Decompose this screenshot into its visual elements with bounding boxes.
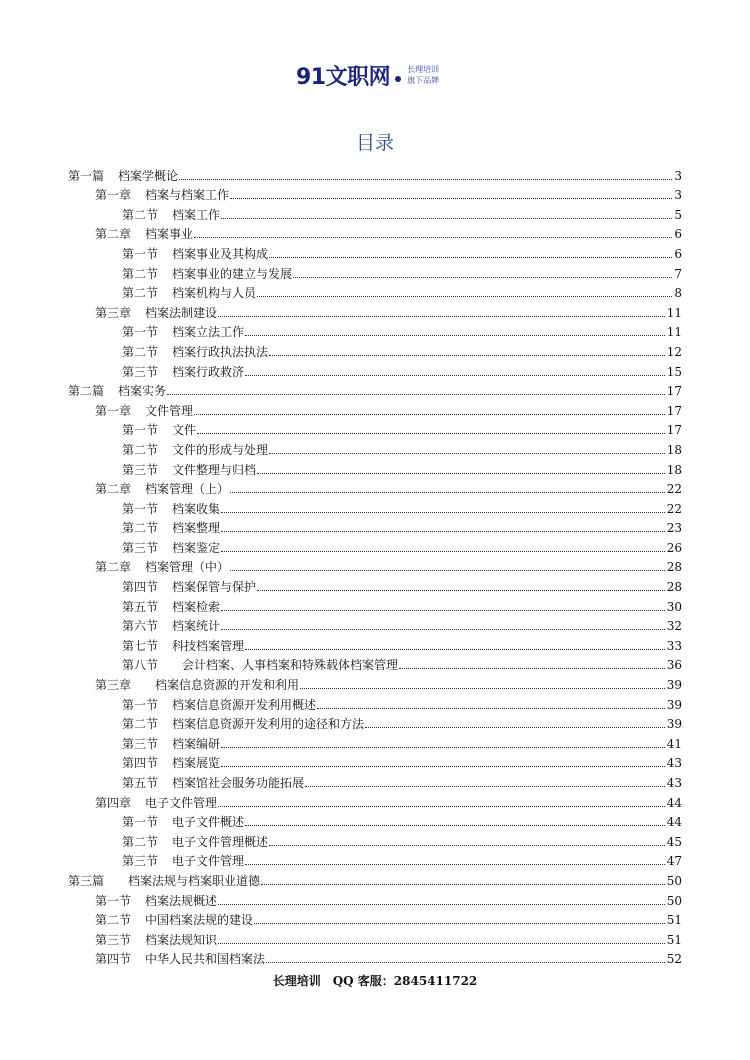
toc-entry-page: 22 xyxy=(666,501,682,516)
toc-entry[interactable] xyxy=(68,634,682,654)
toc-entry[interactable] xyxy=(68,830,682,850)
toc-entry-page: 17 xyxy=(666,403,682,418)
dot-leader xyxy=(221,610,665,611)
toc-entry-label: 第二节 xyxy=(122,286,159,301)
toc-entry-title: 档案法规概述 xyxy=(145,893,218,908)
toc-entry-label: 第二节 xyxy=(122,207,159,222)
toc-entry-title: 档案收集 xyxy=(172,501,221,516)
toc-entry-label: 第四章 xyxy=(95,795,132,810)
toc-entry[interactable] xyxy=(68,928,682,948)
toc-entry[interactable] xyxy=(68,791,682,811)
toc-entry-page: 39 xyxy=(666,678,682,693)
dot-leader xyxy=(221,512,665,513)
toc-entry-page: 22 xyxy=(666,482,682,497)
toc-entry-label: 第三节 xyxy=(122,540,159,555)
toc-entry-title: 档案行政执法执法 xyxy=(172,344,269,359)
toc-entry[interactable] xyxy=(68,438,682,458)
toc-entry-label: 第二章 xyxy=(95,560,132,575)
toc-entry[interactable] xyxy=(68,517,682,537)
toc-entry[interactable] xyxy=(68,399,682,419)
toc-entry-title: 档案事业的建立与发展 xyxy=(172,266,293,281)
toc-entry[interactable] xyxy=(68,615,682,635)
dot-leader xyxy=(221,551,665,552)
toc-entry-title: 档案保管与保护 xyxy=(172,580,257,595)
toc-entry[interactable] xyxy=(68,909,682,929)
toc-entry-label: 第二节 xyxy=(122,834,159,849)
toc-entry-page: 12 xyxy=(666,344,682,359)
dot-leader xyxy=(245,375,665,376)
toc-entry-label: 第八节 xyxy=(122,658,159,673)
toc-entry-label: 第一节 xyxy=(122,246,159,261)
toc-entry-title: 档案鉴定 xyxy=(172,540,221,555)
toc-entry-page: 7 xyxy=(674,266,682,281)
toc-entry-title: 档案编研 xyxy=(172,736,221,751)
toc-entry-label: 第一篇 xyxy=(68,168,105,183)
toc-entry[interactable] xyxy=(68,889,682,909)
toc-entry-label: 第七节 xyxy=(122,638,159,653)
toc-entry-title: 文件整理与归档 xyxy=(172,462,257,477)
toc-entry-label: 第一节 xyxy=(122,815,159,830)
toc-entry[interactable] xyxy=(68,850,682,870)
page-title: 目录 xyxy=(355,132,394,154)
toc-entry-title: 档案机构与人员 xyxy=(172,286,257,301)
toc-entry-label: 第六节 xyxy=(122,619,159,634)
dot-leader xyxy=(300,688,665,689)
toc-entry-label: 第三节 xyxy=(122,462,159,477)
toc-entry[interactable] xyxy=(68,262,682,282)
table-of-contents xyxy=(68,164,682,967)
dot-leader xyxy=(194,237,672,238)
toc-entry-title: 档案法制建设 xyxy=(145,305,218,320)
toc-entry-title: 档案统计 xyxy=(172,619,221,634)
toc-entry-page: 50 xyxy=(666,893,682,908)
dot-leader xyxy=(230,492,665,493)
logo-text: 91文职网 xyxy=(296,65,391,90)
toc-entry-title: 文件管理 xyxy=(145,403,194,418)
logo-subtitle xyxy=(407,64,439,86)
toc-entry[interactable] xyxy=(68,771,682,791)
toc-entry[interactable] xyxy=(68,203,682,223)
dot-leader xyxy=(254,923,665,924)
dot-leader xyxy=(261,884,665,885)
toc-entry-page: 11 xyxy=(666,325,682,340)
toc-entry[interactable] xyxy=(68,575,682,595)
toc-entry-page: 39 xyxy=(666,717,682,732)
dot-leader xyxy=(317,708,665,709)
dot-leader xyxy=(221,531,665,532)
toc-entry-label: 第三章 xyxy=(95,305,132,320)
toc-entry-title: 文件 xyxy=(172,423,197,438)
toc-entry-page: 51 xyxy=(666,932,682,947)
toc-entry-label: 第二篇 xyxy=(68,384,105,399)
toc-entry-title: 档案整理 xyxy=(172,521,221,536)
toc-entry-page: 11 xyxy=(666,305,682,320)
dot-leader xyxy=(218,904,665,905)
footer: 长理培训 QQ 客服：2845411722 xyxy=(272,974,478,988)
toc-entry-label: 第四节 xyxy=(95,952,132,967)
dot-leader xyxy=(218,806,665,807)
toc-entry-title: 电子文件概述 xyxy=(172,815,245,830)
toc-entry-page: 41 xyxy=(666,736,682,751)
toc-entry-title: 档案信息资源开发利用的途径和方法 xyxy=(172,717,365,732)
toc-entry-title: 档案展览 xyxy=(172,756,221,771)
toc-entry-label: 第二节 xyxy=(122,344,159,359)
logo-sub-line2: 旗下品牌 xyxy=(407,75,440,85)
toc-entry[interactable] xyxy=(68,321,682,341)
toc-entry-title: 档案工作 xyxy=(172,207,221,222)
toc-entry-title: 电子文件管理 xyxy=(172,854,245,869)
toc-entry[interactable] xyxy=(68,556,682,576)
toc-entry-title: 文件的形成与处理 xyxy=(172,442,269,457)
toc-entry[interactable] xyxy=(68,340,682,360)
dot-leader xyxy=(245,864,665,865)
dot-leader xyxy=(245,649,665,650)
toc-entry-label: 第四节 xyxy=(122,580,159,595)
toc-entry[interactable] xyxy=(68,654,682,674)
toc-entry-page: 43 xyxy=(666,756,682,771)
toc-entry-page: 23 xyxy=(666,521,682,536)
toc-entry-title: 档案与档案工作 xyxy=(145,188,230,203)
dot-leader xyxy=(221,747,665,748)
toc-entry-page: 3 xyxy=(674,188,682,203)
toc-entry-label: 第一章 xyxy=(95,188,132,203)
toc-entry-page: 18 xyxy=(666,462,682,477)
toc-entry-page: 3 xyxy=(674,168,682,183)
dot-leader xyxy=(269,453,665,454)
toc-entry-label: 第二节 xyxy=(122,717,159,732)
toc-entry-title: 档案管理（中） xyxy=(145,560,230,575)
logo xyxy=(296,60,439,91)
toc-entry-title: 档案检索 xyxy=(172,599,221,614)
toc-entry-label: 第一节 xyxy=(122,697,159,712)
dot-leader xyxy=(221,218,672,219)
dot-leader xyxy=(305,786,665,787)
toc-entry-page: 47 xyxy=(666,854,682,869)
toc-entry-label: 第四节 xyxy=(122,756,159,771)
toc-entry-page: 43 xyxy=(666,776,682,790)
toc-entry-page: 28 xyxy=(666,580,682,595)
toc-entry[interactable] xyxy=(68,242,682,262)
toc-entry-label: 第五节 xyxy=(122,776,159,790)
toc-entry[interactable] xyxy=(68,164,682,184)
toc-entry[interactable] xyxy=(68,478,682,498)
dot-leader xyxy=(221,766,665,767)
toc-entry-page: 17 xyxy=(666,384,682,399)
toc-entry-page: 26 xyxy=(666,540,682,555)
toc-entry[interactable] xyxy=(68,673,682,693)
toc-entry-page: 36 xyxy=(666,658,682,673)
toc-entry-title: 档案法规知识 xyxy=(145,932,218,947)
dot-leader xyxy=(218,943,665,944)
toc-entry-label: 第一节 xyxy=(122,501,159,516)
toc-entry-label: 第一章 xyxy=(95,403,132,418)
toc-entry-label: 第三节 xyxy=(122,854,159,869)
dot-leader xyxy=(293,277,672,278)
toc-entry-label: 第三节 xyxy=(95,932,132,947)
toc-entry-page: 51 xyxy=(666,913,682,928)
toc-entry-label: 第二节 xyxy=(122,442,159,457)
dot-leader xyxy=(257,473,665,474)
toc-entry-label: 第三篇 xyxy=(68,873,105,888)
toc-entry[interactable] xyxy=(68,458,682,478)
toc-entry[interactable] xyxy=(68,282,682,302)
toc-entry[interactable] xyxy=(68,869,682,889)
toc-entry[interactable] xyxy=(68,948,682,968)
toc-entry-title: 电子文件管理概述 xyxy=(172,834,269,849)
toc-entry-label: 第二章 xyxy=(95,227,132,242)
dot-leader xyxy=(269,355,665,356)
toc-entry-label: 第一节 xyxy=(95,893,132,908)
toc-entry-title: 档案法规与档案职业道德 xyxy=(128,873,261,888)
toc-entry-title: 档案信息资源的开发和利用 xyxy=(155,678,300,693)
toc-entry[interactable] xyxy=(68,732,682,752)
toc-entry-title: 档案管理（上） xyxy=(145,482,230,497)
toc-entry-page: 30 xyxy=(666,599,682,614)
toc-entry[interactable] xyxy=(68,360,682,380)
dot-leader xyxy=(218,316,665,317)
toc-entry-title: 档案馆社会服务功能拓展 xyxy=(172,776,305,790)
toc-entry-title: 电子文件管理 xyxy=(145,795,218,810)
dot-leader xyxy=(197,433,665,434)
toc-entry-page: 8 xyxy=(674,286,682,301)
toc-entry-title: 中华人民共和国档案法 xyxy=(145,952,266,967)
dot-leader xyxy=(365,727,665,728)
dot-leader xyxy=(245,825,665,826)
dot-leader xyxy=(230,198,672,199)
toc-entry-label: 第三节 xyxy=(122,736,159,751)
toc-entry-label: 第二节 xyxy=(95,913,132,928)
toc-entry[interactable] xyxy=(68,184,682,204)
toc-entry-page: 17 xyxy=(666,423,682,438)
dot-leader xyxy=(266,962,665,963)
toc-entry[interactable] xyxy=(68,713,682,733)
toc-entry-title: 档案实务 xyxy=(118,384,167,399)
toc-entry-page: 52 xyxy=(666,952,682,967)
toc-entry-page: 33 xyxy=(666,638,682,653)
dot-leader xyxy=(221,629,665,630)
dot-leader xyxy=(399,668,665,669)
toc-entry-title: 档案学概论 xyxy=(118,168,179,183)
toc-entry[interactable] xyxy=(68,693,682,713)
toc-entry-title: 档案事业及其构成 xyxy=(172,246,269,261)
toc-entry[interactable] xyxy=(68,419,682,439)
toc-entry-label: 第三节 xyxy=(122,364,159,379)
toc-entry[interactable] xyxy=(68,595,682,615)
toc-entry[interactable] xyxy=(68,536,682,556)
toc-entry-label: 第三章 xyxy=(95,678,132,693)
toc-entry-page: 32 xyxy=(666,619,682,634)
dot-leader xyxy=(269,845,665,846)
dot-leader xyxy=(257,296,672,297)
toc-entry-title: 档案事业 xyxy=(145,227,194,242)
toc-entry-title: 会计档案、人事档案和特殊载体档案管理 xyxy=(182,658,399,673)
toc-entry-title: 档案行政救济 xyxy=(172,364,245,379)
dot-leader xyxy=(194,414,665,415)
toc-entry[interactable] xyxy=(68,223,682,243)
toc-entry-page: 6 xyxy=(674,246,682,261)
logo-sub-line1: 长理培训 xyxy=(407,64,440,74)
toc-entry-page: 50 xyxy=(666,873,682,888)
toc-entry[interactable] xyxy=(68,497,682,517)
toc-entry[interactable] xyxy=(68,811,682,831)
dot-leader xyxy=(257,590,665,591)
toc-entry-page: 18 xyxy=(666,442,682,457)
toc-entry[interactable] xyxy=(68,380,682,400)
toc-entry-page: 15 xyxy=(666,364,682,379)
toc-entry-title: 档案信息资源开发利用概述 xyxy=(172,697,317,712)
logo-dot-icon xyxy=(395,76,401,82)
toc-entry-label: 第二节 xyxy=(122,521,159,536)
toc-entry-page: 44 xyxy=(666,795,682,810)
dot-leader xyxy=(167,394,665,395)
toc-entry-page: 6 xyxy=(674,227,682,242)
dot-leader xyxy=(230,570,665,571)
toc-entry-page: 28 xyxy=(666,560,682,575)
toc-entry-title: 档案立法工作 xyxy=(172,325,245,340)
toc-entry-page: 39 xyxy=(666,697,682,712)
toc-entry-label: 第五节 xyxy=(122,599,159,614)
dot-leader xyxy=(179,179,672,180)
toc-entry-label: 第二章 xyxy=(95,482,132,497)
toc-entry-page: 5 xyxy=(674,207,682,222)
toc-entry-page: 44 xyxy=(666,815,682,830)
toc-entry-title: 中国档案法规的建设 xyxy=(145,913,254,928)
toc-entry-label: 第一节 xyxy=(122,423,159,438)
toc-entry-label: 第一节 xyxy=(122,325,159,340)
dot-leader xyxy=(245,335,665,336)
toc-entry[interactable] xyxy=(68,301,682,321)
toc-entry[interactable] xyxy=(68,752,682,772)
toc-entry-page: 45 xyxy=(666,834,682,849)
dot-leader xyxy=(269,257,672,258)
toc-entry-label: 第二节 xyxy=(122,266,159,281)
toc-entry-title: 科技档案管理 xyxy=(172,638,245,653)
